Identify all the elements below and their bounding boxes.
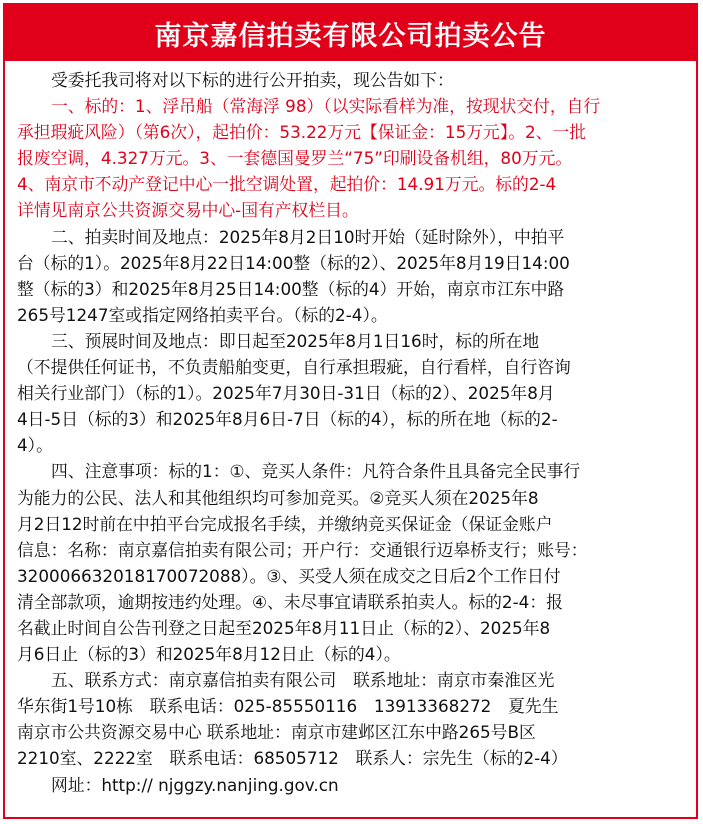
body-text-segment: 2210室、2222室 联系电话：68505712 联系人：宗先生（标的2-4） — [17, 748, 568, 769]
text-line — [17, 667, 687, 693]
highlighted-text: 一、标的：1、浮吊船（常海浮 98）（以实际看样为准，按现状交付，自行 — [51, 96, 601, 117]
announcement-title: 南京嘉信拍卖有限公司拍卖公告 — [5, 5, 696, 61]
text-line — [17, 224, 687, 250]
text-line — [17, 145, 687, 171]
highlighted-text: 报废空调，4.327万元。3、一套德国曼罗兰“75”印刷设备机组，80万元。 — [17, 148, 573, 169]
text-line — [17, 615, 687, 641]
body-text-segment: 265号1247室或指定网络拍卖平台。（标的2-4）。 — [17, 304, 388, 325]
text-line — [17, 171, 687, 197]
announcement-frame — [3, 3, 698, 819]
body-text-segment: 月2日12时前在中拍平台完成报名手续，并缴纳竞买保证金（保证金账户 — [17, 513, 553, 534]
highlighted-text: 详情见南京公共资源交易中心-国有产权栏目。 — [17, 200, 359, 221]
text-line — [17, 772, 687, 798]
text-line — [17, 250, 687, 276]
text-line — [17, 485, 687, 511]
body-text-segment: 网址：http:// njggzy.nanjing.gov.cn — [51, 774, 339, 795]
text-line — [17, 432, 687, 458]
text-line — [17, 458, 687, 484]
body-text-segment: 四、注意事项：标的1：①、竞买人条件：凡符合条件且具备完全民事行 — [51, 461, 581, 482]
body-text-segment: 月6日止（标的3）和2025年8月12日止（标的4）。 — [17, 644, 401, 665]
text-line — [17, 406, 687, 432]
body-text-segment: 4日-5日（标的3）和2025年8月6日-7日（标的4），标的所在地（标的2- — [17, 409, 558, 430]
text-line — [17, 641, 687, 667]
highlighted-text: 承担瑕疵风险）（第6次），起拍价：53.22万元【保证金：15万元】。2、一批 — [17, 122, 587, 143]
text-line — [17, 537, 687, 563]
highlighted-text: 4、南京市不动产登记中心一批空调处置，起拍价：14.91万元。标的2-4 — [17, 174, 557, 195]
text-line — [17, 563, 687, 589]
body-text-segment: 整（标的3）和2025年8月25日14:00整（标的4）开始，南京市江东中路 — [17, 278, 565, 299]
text-line — [17, 719, 687, 745]
body-text-segment: 4）。 — [17, 435, 53, 456]
text-line — [17, 354, 687, 380]
text-line — [17, 511, 687, 537]
text-line — [17, 276, 687, 302]
text-line — [17, 302, 687, 328]
text-line — [17, 197, 687, 223]
text-line — [17, 380, 687, 406]
body-text-segment: 名截止时间自公告刊登之日起至2025年8月11日止（标的2）、2025年8 — [17, 617, 551, 638]
body-text-segment: 320006632018170072088）。③、买受人须在成交之日后2个工作日付 — [17, 565, 561, 586]
body-text-segment: 五、联系方式：南京嘉信拍卖有限公司 联系地址：南京市秦淮区光 — [51, 670, 555, 691]
body-text-segment: 信息：名称：南京嘉信拍卖有限公司；开户行：交通银行迈皋桥支行；账号： — [17, 539, 588, 560]
text-line — [17, 119, 687, 145]
text-line — [17, 93, 687, 119]
text-line — [17, 328, 687, 354]
body-text-segment: 华东街1号10栋 联系电话：025-85550116 13913368272 夏先生 — [17, 696, 559, 717]
text-line — [17, 589, 687, 615]
body-text-segment: 相关行业部门）（标的1）。2025年7月30日-31日（标的2）、2025年8月 — [17, 383, 555, 404]
body-text-segment: 台（标的1）。2025年8月22日14:00整（标的2）、2025年8月19日14:00 — [17, 252, 570, 273]
body-text-segment: （不提供任何证书，不负责船舶变更，自行承担瑕疵，自行看样，自行咨询 — [17, 357, 571, 378]
text-line — [17, 693, 687, 719]
body-text-segment: 受委托我司将对以下标的进行公开拍卖，现公告如下： — [51, 70, 454, 90]
text-line — [17, 67, 687, 93]
body-text-segment: 三、预展时间及地点：即日起至2025年8月1日16时，标的所在地 — [51, 330, 540, 351]
body-text-segment: 南京市公共资源交易中心 联系地址：南京市建邺区江东中路265号B区 — [17, 722, 536, 743]
announcement-body — [17, 67, 687, 798]
body-text-segment: 清全部款项，逾期按违约处理。④、未尽事宜请联系拍卖人。标的2-4：报 — [17, 591, 563, 612]
body-text-segment: 为能力的公民、法人和其他组织均可参加竞买。②竞买人须在2025年8 — [17, 487, 539, 508]
body-text-segment: 二、拍卖时间及地点：2025年8月2日10时开始（延时除外），中拍平 — [51, 226, 565, 247]
text-line — [17, 745, 687, 771]
